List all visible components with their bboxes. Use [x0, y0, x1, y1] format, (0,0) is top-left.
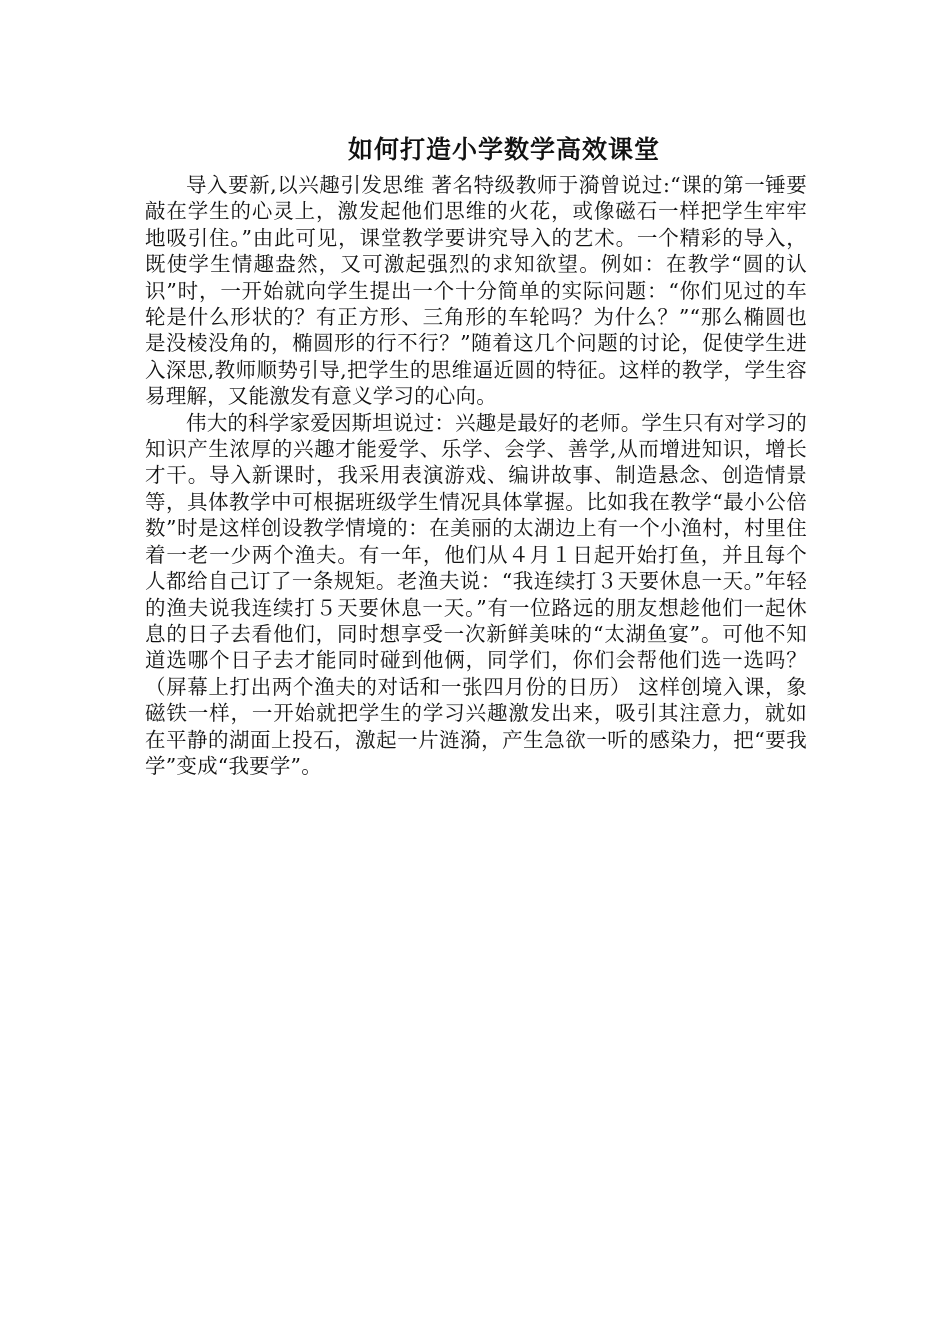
- paragraph-1: 导入要新,以兴趣引发思维 著名特级教师于漪曾说过:“课的第一锤要敲在学生的心灵上，激发起他们思维的火花，或像磁石一样把学生牢牢地吸引住。”由此可见，课堂教学要讲究导入的艺术。一个精彩的导入，既使学生情趣盎然，又可激起强烈的求知欲望。例如：在教学“圆的认识”时，一开始就向学生提出一个十分简单的实际问题：“你们见过的车轮是什么形状的？有正方形、三角形的车轮吗？为什么？”“那么椭圆也是没棱没角的，椭圆形的行不行？”随着这几个问题的讨论，促使学生进入深思,教师顺势引导,把学生的思维逼近圆的特征。这样的教学，学生容易理解，又能激发有意义学习的心向。: [145, 173, 807, 409]
- document-title: 如何打造小学数学高效课堂: [347, 135, 660, 164]
- paragraph-2: 伟大的科学家爱因斯坦说过：兴趣是最好的老师。学生只有对学习的知识产生浓厚的兴趣才能爱学、乐学、会学、善学,从而增进知识，增长才干。导入新课时，我采用表演游戏、编讲故事、制造悬念、创造情景等，具体教学中可根据班级学生情况具体掌握。比如我在教学“最小公倍数”时是这样创设教学情境的：在美丽的太湖边上有一个小渔村，村里住着一老一少两个渔夫。有一年，他们从４月１日起开始打鱼，并且每个人都给自己订了一条规矩。老渔夫说：“我连续打３天要休息一天。”年轻的渔夫说我连续打５天要休息一天。”有一位路远的朋友想趁他们一起休息的日子去看他们，同时想享受一次新鲜美味的“太湖鱼宴”。可他不知道选哪个日子去才能同时碰到他俩，同学们，你们会帮他们选一选吗？（屏幕上打出两个渔夫的对话和一张四月份的日历） 这样创境入课，象磁铁一样，一开始就把学生的学习兴趣激发出来，吸引其注意力，就如在平静的湖面上投石，激起一片涟漪，产生急欲一听的感染力，把“要我学”变成“我要学”。: [145, 410, 807, 778]
- document-body: [145, 172, 807, 779]
